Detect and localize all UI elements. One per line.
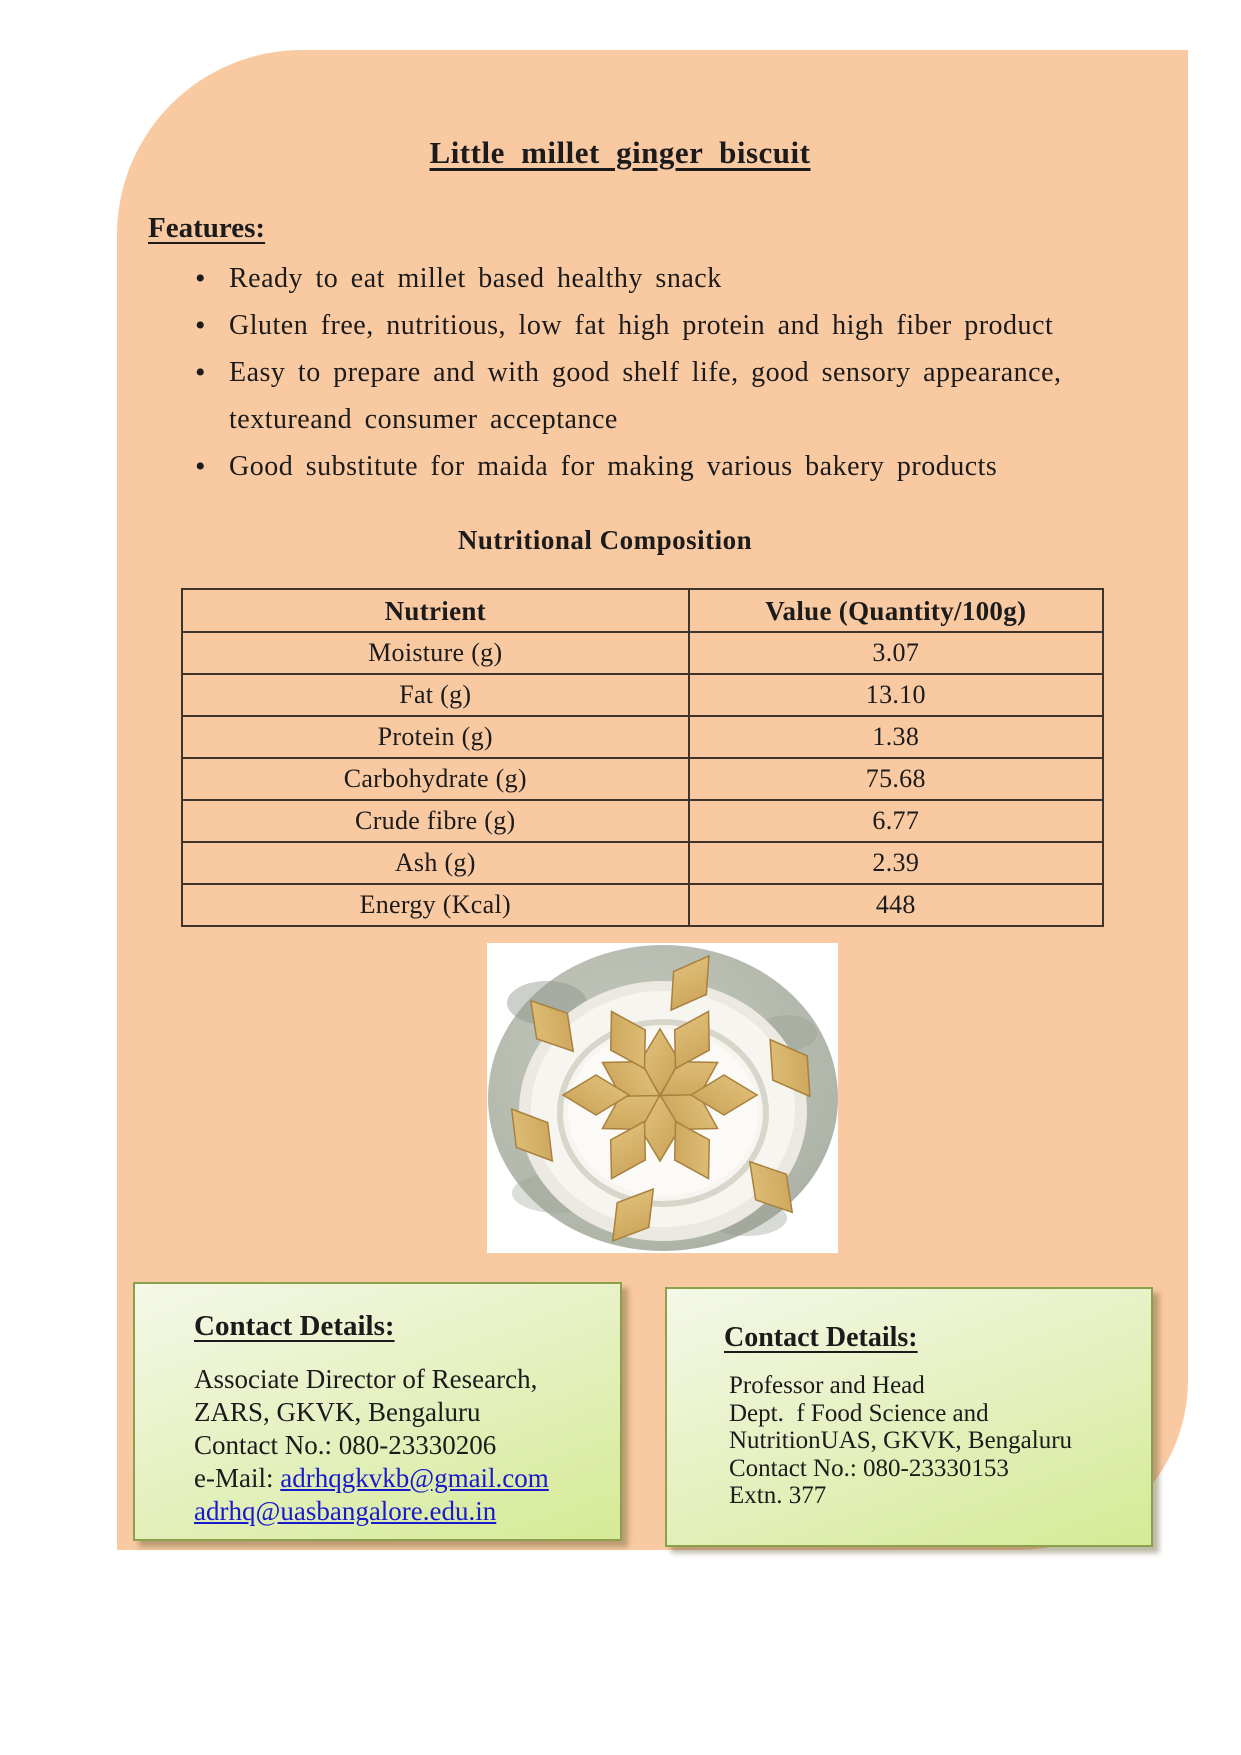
bullet-icon: • (195, 450, 207, 483)
list-item (195, 255, 1165, 302)
nutrient-cell: Protein (g) (182, 716, 689, 758)
value-cell: 448 (689, 884, 1103, 926)
feature-text: Gluten free, nutritious, low fat high protein and high fiber product (229, 310, 1054, 341)
contact-body (729, 1372, 1151, 1510)
nutrition-table (181, 588, 1104, 927)
value-cell: 3.07 (689, 632, 1103, 674)
bullet-icon: • (195, 356, 207, 389)
nutrient-cell: Moisture (g) (182, 632, 689, 674)
contact-line: NutritionUAS, GKVK, Bengaluru (729, 1427, 1073, 1454)
nutrient-cell: Energy (Kcal) (182, 884, 689, 926)
list-item (195, 302, 1165, 349)
contact-line: Dept. f Food Science and (729, 1399, 989, 1427)
contact-line: Professor and Head (729, 1372, 925, 1399)
content-sheet (117, 50, 1188, 1550)
page-title: Little millet ginger biscuit (429, 135, 811, 170)
email-label: e-Mail: (194, 1463, 281, 1493)
nutrition-heading: Nutritional Composition (457, 525, 753, 555)
table-row (182, 632, 1103, 674)
features-list (195, 255, 1165, 490)
table-row (182, 842, 1103, 884)
nutrient-cell: Fat (g) (182, 674, 689, 716)
contact-line: Extn. 377 (729, 1482, 827, 1509)
contact-line: Associate Director of Research, (194, 1364, 538, 1394)
contact-line: Contact No.: 080-23330153 (729, 1454, 1009, 1482)
feature-text: textureand consumer acceptance (229, 404, 618, 435)
column-header-value: Value (Quantity/100g) (689, 589, 1103, 632)
value-cell: 2.39 (689, 842, 1103, 884)
contact-line-email (194, 1495, 620, 1528)
feature-text: Easy to prepare and with good shelf life, good sensory appearance, (229, 357, 1062, 388)
table-header-row (182, 589, 1103, 632)
list-item-continuation (195, 396, 1165, 443)
value-cell: 1.38 (689, 716, 1103, 758)
biscuit-photo (487, 943, 838, 1253)
contact-body (194, 1363, 620, 1528)
features-heading: Features: (148, 212, 266, 244)
email-link-uas[interactable]: adrhq@uasbangalore.edu.in (194, 1496, 497, 1526)
feature-text: Ready to eat millet based healthy snack (229, 263, 722, 294)
contact-heading: Contact Details: (194, 1310, 395, 1342)
table-row (182, 674, 1103, 716)
feature-text: Good substitute for maida for making various bakery products (229, 451, 998, 482)
table-row (182, 884, 1103, 926)
contact-line: ZARS, GKVK, Bengaluru (194, 1397, 481, 1427)
contact-card-research (133, 1282, 622, 1541)
value-cell: 75.68 (689, 758, 1103, 800)
nutrient-cell: Carbohydrate (g) (182, 758, 689, 800)
contact-line: Contact No.: 080-23330206 (194, 1430, 497, 1460)
list-item (195, 443, 1165, 490)
list-item (195, 349, 1165, 396)
email-link-gmail[interactable]: adrhqgkvkb@gmail.com (280, 1463, 549, 1493)
contact-line-email (194, 1462, 620, 1495)
contact-card-professor (665, 1287, 1153, 1547)
biscuit-photo-graphic (487, 943, 838, 1253)
column-header-nutrient: Nutrient (182, 589, 689, 632)
table-row (182, 758, 1103, 800)
contact-heading: Contact Details: (724, 1322, 918, 1353)
value-cell: 13.10 (689, 674, 1103, 716)
nutrient-cell: Ash (g) (182, 842, 689, 884)
value-cell: 6.77 (689, 800, 1103, 842)
table-row (182, 800, 1103, 842)
nutrient-cell: Crude fibre (g) (182, 800, 689, 842)
bullet-icon: • (195, 262, 207, 295)
table-row (182, 716, 1103, 758)
bullet-icon: • (195, 309, 207, 342)
